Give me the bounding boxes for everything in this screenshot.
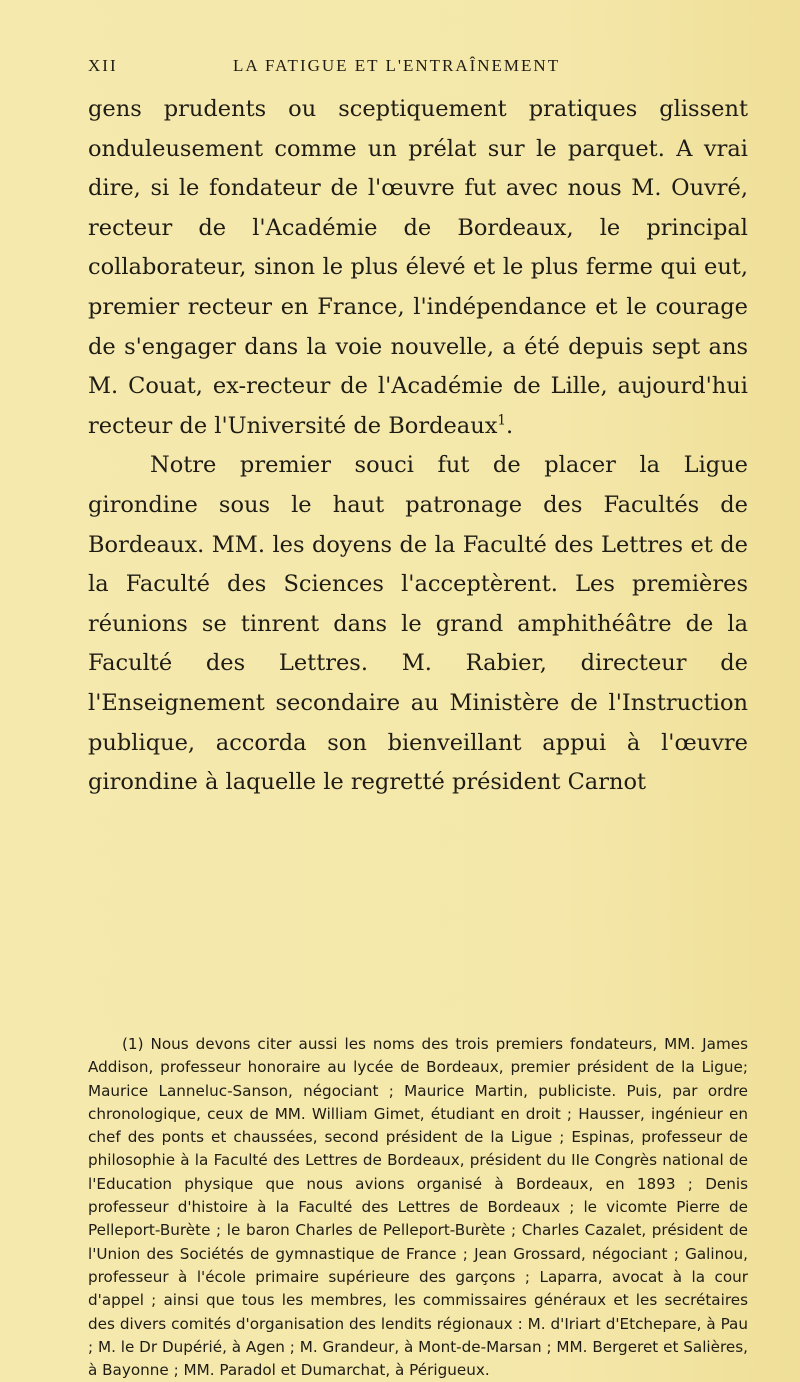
footnote-reference: 1 bbox=[497, 412, 506, 429]
footnote: (1) Nous devons citer aussi les noms des trois premiers fondateurs, MM. James Addison, professeur honoraire au lycée de Bordeaux, premier président de la Ligue; Maurice Lanneluc-Sanson, négociant ; Maurice Martin, publiciste. Puis, par ordre chronologique, ceux de MM. William Gimet, étudiant en droit ; Hausser, ingénieur en chef des ponts et chaussées, second président de la Ligue ; Espinas, professeur de philosophie à la Faculté des Lettres de Bordeaux, président du IIe Congrès national de l'Education physique que nous avions organisé à Bordeaux, en 1893 ; Denis professeur d'histoire à la Faculté des Lettres de Bordeaux ; le vicomte Pierre de Pelleport-Burète ; le baron Charles de Pelleport-Burète ; Charles Cazalet, président de l'Union des Sociétés de gymnastique de France ; Jean Grossard, négociant ; Galinou, professeur à l'école primaire supérieure des garçons ; Laparra, avocat à la cour d'appel ; ainsi que tous les membres, les commissaires généraux et les secrétaires des divers comités d'organisation des lendits régionaux : M. d'Iriart d'Etchepare, à Pau ; M. le Dr Dupérié, à Agen ; M. Grandeur, à Mont-de-Marsan ; MM. Bergeret et Salières, à Bayonne ; MM. Paradol et Dumarchat, à Périgueux. bbox=[88, 1035, 748, 1380]
paragraph-1-text: gens prudents ou sceptiquement pratiques glissent onduleusement comme un prélat sur le parquet. A vrai dire, si le fondateur de l'œuvre fut avec nous M. Ouvré, recteur de l'Académie de Bordeaux, le principal collaborateur, sinon le plus élevé et le plus ferme qui eut, premier recteur en France, l'indépendance et le courage de s'engager dans la voie nouvelle, a été depuis sept ans M. Couat, ex-recteur de l'Académie de Lille, aujourd'hui recteur de l'Université de Bordeaux bbox=[88, 96, 748, 439]
page-number: XII bbox=[88, 56, 118, 75]
body-text bbox=[88, 90, 748, 803]
paragraph-2: Notre premier souci fut de placer la Ligue girondine sous le haut patronage des Facultés de Bordeaux. MM. les doyens de la Faculté des Lettres et de la Faculté des Sciences l'acceptèrent. Les premières réunions se tinrent dans le grand amphithéâtre de la Faculté des Lettres. M. Rabier, directeur de l'Enseignement secondaire au Ministère de l'Instruction publique, accorda son bienveillant appui à l'œuvre girondine à laquelle le regretté président Carnot bbox=[88, 452, 748, 796]
running-title: LA FATIGUE ET L'ENTRAÎNEMENT bbox=[233, 56, 561, 75]
paragraph-continued bbox=[88, 90, 748, 446]
paragraph-1-end: . bbox=[505, 412, 514, 439]
